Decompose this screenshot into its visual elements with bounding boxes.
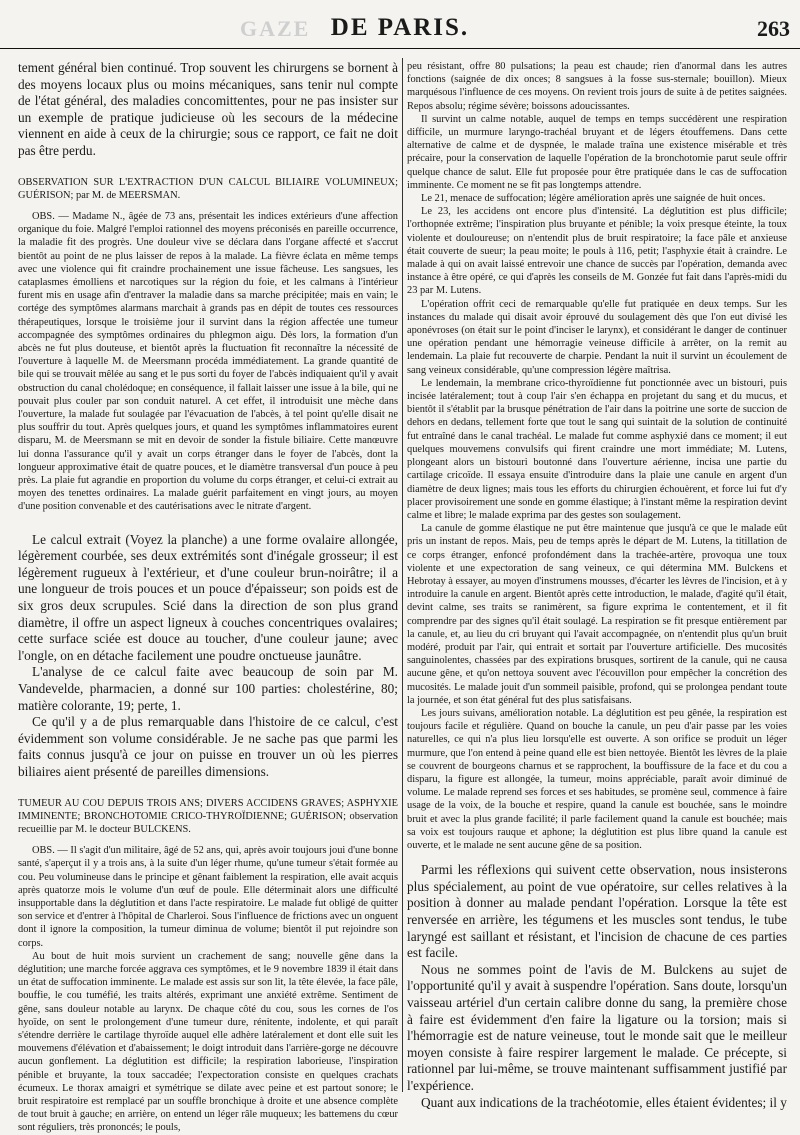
right-paragraph-2: Il survint un calme notable, auquel de temps en temps succédèrent une respiration difficile, un murmure laryngo-trachéal bruyant et de légers étouffemens. Dans cette alternative de calme et de dyspnée, le malade traîna une existence misérable et très précaire, pour la conservation de laquelle l'opération de la bronchotomie parut seule offrir quelque chance de salut. Elle fut proposée pour être pratiquée dans le cas de suffocation imminente. Ce moment ne se fit pas longtemps attendre. bbox=[407, 113, 787, 191]
right-paragraph-6: Le lendemain, la membrane crico-thyroïdienne fut ponctionnée avec un bistouri, puis incisée latéralement; tout à coup l'air s'en échappa en projetant du sang et du mucus, et bientôt il s'établit par la brusque pénétration de l'air dans la poitrine une sorte de succion de dehors en dedans, tellement forte que tout le sang qui suintait de la solution de continuité fut entraîné dans le canal trachéal. Le malade fut comme asphyxié dans ce moment; il eut quelques mouvemens convulsifs qui firent craindre une mort immédiate; M. Lutens, plongeant alors un bistouri boutonné dans l'ouverture aérienne, incisa une partie du cartilage cricoïde. Il essaya ensuite d'introduire dans la plaie une canule en argent d'un diamètre de deux lignes; mais tous les efforts du chirurgien échouèrent, et force lui fut d'y placer provisoirement une sonde en gomme élastique; à l'instant même la respiration devint calme et libre; le malade exprima par des gestes son soulagement. bbox=[407, 377, 787, 521]
right-paragraph-5: L'opération offrit ceci de remarquable qu'elle fut pratiquée en deux temps. Sur les instances du malade qui disait avoir éprouvé du soulagement dès que l'on eut divisé les aponévroses (on était sur le point d'inciser le larynx), et considérant le danger de continuer une opération pendant une hémorragie veineuse difficile à arrêter, on la remit au lendemain. La plaie fut recouverte de charpie. Pendant la nuit il survint un écoulement de sang veineux considérable, qu'une compression légère maîtrisa. bbox=[407, 298, 787, 376]
right-paragraph-1: peu résistant, offre 80 pulsations; la peau est chaude; rien d'anormal dans les autres fonctions (saignée de dix onces; 8 sangsues à la fosse sus-sternale; bouillon). Mieux marquésous l'influence de ces moyens. On revient trois jours de suite à de petites saignées. Repos absolu; régime sévère; boissons adoucissantes. bbox=[407, 61, 787, 112]
right-paragraph-4: Le 23, les accidens ont encore plus d'intensité. La déglutition est plus difficile; l'orthopnée extrême; l'inspiration plus bruyante et pénible; la voix presque éteinte, la toux violente et douloureuse; on n'entendit plus de bruit respiratoire; la face pâle et anxieuse était couverte de sueur; la peau moite; le pouls à 116, petit; l'asphyxie était à craindre. Le malade à qui on avait laissé entrevoir une chance de succès par l'opération, demanda avec instance à être opéré, ce qui d'après les conseils de M. Gonzée fut fait dans l'après-midi du 23 par M. Lutens. bbox=[407, 206, 787, 297]
calcul-paragraph: Le calcul extrait (Voyez la planche) a une forme ovalaire allongée, légèrement courbée, ses deux extrémités sont d'inégale grosseur; il est légèrement rugueux à l'extérieur, et d'une couleur brun-noirâtre; il a une longueur de trois pouces et un pouce d'épaisseur; son poids est de six gros deux scrupules. Scié dans la direction de son plus grand diamètre, il offre un aspect ligneux à couches concentriques ovalaires; cette surface sciée est douce au toucher, d'une couleur jaune; avec l'ongle, on en détache facilement une poudre onctueuse jaunâtre. bbox=[18, 531, 398, 663]
page-number: 263 bbox=[757, 16, 790, 41]
observation-heading-2: TUMEUR AU COU DEPUIS TROIS ANS; DIVERS ACCIDENS GRAVES; ASPHYXIE IMMINENTE; BRONCHOTOMIE CRICO-THYROÏDIENNE; GUÉRISON; observation recueillie par M. le docteur BULCKENS. bbox=[18, 797, 398, 835]
page-title: DE PARIS. bbox=[330, 14, 470, 41]
intro-paragraph: tement général bien continué. Trop souvent les chirurgens se bornent à des moyens locaux plus ou moins mécaniques, sans tenir nul compte de l'état général, des maladies concomittentes, pour ne pas insister sur un exemple de pratique judicieuse où les secours de la médecine viennent en aide à ceux de la chirurgie; sous ce rapport, ce fait ne doit pas être perdu. bbox=[18, 60, 398, 158]
reflexions-paragraph: Parmi les réflexions qui suivent cette observation, nous insisterons plus spécialement, au point de vue opératoire, sur celles relatives à la position à donner au malade pendant l'opération. Lorsque la tête est renversée en arrière, les tégumens et les muscles sont tendus, le tube laryngé est saillant et résistant, et l'incision de chacune de ces parties est facile. bbox=[407, 862, 787, 961]
right-paragraph-7: La canule de gomme élastique ne put être maintenue que jusqu'à ce que le malade eût pris un instant de repos. Mais, peu de temps après le départ de M. Lutens, la titillation de ce corps étranger, enfoncé profondément dans la trachée-artère, provoqua une toux violente et une expectoration de sang veineux, ce qui détermina MM. Bulckens et Hebrotay à essayer, au moyen d'instrumens mousses, d'écarter les lèvres de l'incision, et à y introduire la canule en argent. Bientôt après cette introduction, le malade, d'agité qu'il était, devint calme, ses traits se ranimèrent, sa figure exprima le contentement, et il fit comprendre par des signes qu'il était soulagé. La respiration se fit presque entièrement par la canule, et, au lieu du cri bruyant qui l'avait accompagnée, on n'entendit plus qu'un bruit modéré, produit par l'air, qui entrait et sortait par l'ouverture artificielle. Des mucosités sanguinolentes, chassées par des expirations brusques, sortirent de la canule, qui ne causa aucune gêne, et qu'on nettoya souvent avec l'écouvillon pour empêcher la concrétion des mucosités. Le malade jouit d'un sommeil paisible, profond, qui se prolongea pendant toute la journée, et son état général fut des plus satisfaisans. bbox=[407, 523, 788, 706]
observation-1-text: OBS. — Madame N., âgée de 73 ans, présentait les indices extérieurs d'une affection organique du foie. Malgré l'emploi rationnel des moyens préconisés en pareille occurrence, la maladie fit des progrès. Une douleur vive se déclara dans l'organe affecté et s'accrut bientôt au point de ne plus laisser de repos à la malade. La fièvre éclata en même temps avec une violence qui fit craindre prochainement une issue fâcheuse. Les sangsues, les cataplasmes émolliens et narcotiques sur la région du foie, et les calmans à l'intérieur furent mis en usage afin d'entraver la maladie dans sa marche précipitée; mais en vain; le cortége des symptômes alarmans marchait à grands pas en dépit de toutes ces ressources thérapeutiques, lorsque le troisième jour il survint dans la région affectée une tumeur accompagnée des symptômes ordinaires du phlegmon aigu. Dès lors, la formation d'un abcès ne fut plus douteuse, et bientôt après la fluctuation fit reconnaître la nécessité de l'ouverture à laquelle M. de Meersmann procéda immédiatement. La grande quantité de bile qui se trouvait mêlée au sang et le pus sorti du foyer de l'abcès indiquaient qu'il y avait obstruction du canal cholédoque; en conséquence, il fallait laisser une issue à la bile, qui ne pouvait plus couler par son conduit naturel. A cet effet, il introduisit une mèche dans l'ouverture, la malade fut soulagée par l'évacuation de l'abcès, à tel point qu'elle disait ne plus souffrir du tout. Après quelques jours, et quand les symptômes inflammatoires eurent disparu, M. de Meersmann se mit en devoir de sonder la fistule biliaire. Cette manœuvre lui donna l'assurance qu'il y avait un corps étranger dans le foyer de l'abcès, dont la longueur approximative était de quatre pouces, et le diamètre transversal d'un pouce à peu près. La plaie fut agrandie en proportion du volume du corps étranger, et celui-ci extrait au moyen des tenettes ordinaires. La malade guérit parfaitement en vingt jours, au moyen d'une position convenable et des cautérisations avec le nitrate d'argent. bbox=[18, 210, 398, 513]
indications-paragraph: Quant aux indications de la trachéotomie, elles étaient évidentes; il y bbox=[421, 1094, 787, 1110]
right-paragraph-8: Les jours suivans, amélioration notable. La déglutition est peu gênée, la respiration est toujours facile et régulière. Quand on bouche la canule, un peu d'air passe par les voies naturelles, ce qui n'a plus lieu lorsqu'elle est ouverte. A son orifice se produit un léger murmure, que l'on entend à peine quand elle est bien nettoyée. Bientôt les lèvres de la plaie se couvrent de bourgeons charnus et se rapprochent, la bouffissure de la face et du cou a disparu, la figure est allongée, la tumeur, moins appréciable, paraît avoir diminué de volume. Le malade reprend ses forces et ses habitudes, se promène seul, commence à faire usage de la voix, de la bouche et respire, quand la canule est bouchée, sans le moindre bruit et avec la plus grande facilité; il parle facilement quand la canule est bouchée; mais sa voix est toujours rauque et aphone; la déglutition est plus libre quand la canule est ouverte, et le malade ne sent aucune gêne de sa position. bbox=[407, 707, 787, 851]
left-column bbox=[18, 60, 398, 1134]
observation-heading-1: OBSERVATION SUR L'EXTRACTION D'UN CALCUL BILIAIRE VOLUMINEUX; GUÉRISON; par M. de MEERSMAN. bbox=[18, 176, 398, 201]
analyse-paragraph: L'analyse de ce calcul faite avec beaucoup de soin par M. Vandevelde, pharmacien, a donné sur 100 parties: cholestérine, 80; matière colorante, 19; perte, 1. bbox=[18, 664, 398, 713]
opinion-paragraph: Nous ne sommes point de l'avis de M. Bulckens au sujet de l'opportunité qu'il y avait à suspendre l'opération. Sans doute, lorsqu'un vaisseau artériel d'un certain calibre donne du sang, la première chose à faire est évidemment d'en faire la ligature ou la torsion; mais si l'hémorragie est de nature veineuse, tout le monde sait que le meilleur moyen consiste à faire respirer largement le malade. Ce précepte, si rationnel par lui-même, se trouve maintenant suffisamment justifié par l'expérience. bbox=[407, 961, 787, 1093]
observation-2-continued: Au bout de huit mois survient un crachement de sang; nouvelle gêne dans la déglutition; une marche forcée aggrava ces symptômes, et le 9 novembre 1839 il était dans un état de suffocation imminente. Le malade est assis sur son lit, la tête élevée, la face pâle, bouffie, le cou tuméfié, les traits altérés, exprimant une anxiété extrême. Sentiment de gêne, sans douleur notable au larynx. De chaque côté du cou, sous les cornes de l'os hyoïde, on sent le prolongement d'une tumeur dure, rénitente, indolente, et qui paraît s'étendre derrière le cartilage thyroïde auquel elle adhère latéralement et dont elle suit les mouvemens d'élévation et d'abaissement; le doigt introduit dans l'arrière-gorge ne découvre aucun gonflement. La déglutition est difficile; la respiration laborieuse, l'inspiration pénible et bruyante, la toux saccadée; l'expectoration consiste en quelques crachats écumeux. Le thorax amaigri et symétrique se dilate avec peine et est partout sonore; le bruit respiratoire est remplacé par un souffle bronchique à droite et une absence complète de tout bruit à gauche; en arrière, on entend un léger râle muqueux; les battemens du cœur sont réguliers, très prononcés; le pouls, bbox=[18, 950, 398, 1134]
page-header bbox=[0, 14, 800, 49]
observation-2-text: OBS. — Il s'agit d'un militaire, âgé de 52 ans, qui, après avoir toujours joui d'une bonne santé, s'aperçut il y a trois ans, à la suite d'un léger rhume, qu'une tumeur s'était formée au cou. Peu volumineuse dans le principe et gênant faiblement la respiration, elle avait acquis après quatorze mois le volume d'un œuf de poule. Elle déterminait alors une difficulté insupportable dans la déglutition et dans l'acte respiratoire. Le malade fut obligé de quitter son service et d'entrer à l'hôpital de Charleroi. Sous l'influence de frictions avec un onguent dont il ignore la composition, la tumeur diminua de volume; bientôt il put rejoindre son corps. bbox=[18, 845, 398, 949]
right-column bbox=[407, 60, 788, 1110]
bleed-through-title: GAZE bbox=[240, 16, 311, 41]
column-divider bbox=[402, 58, 403, 1092]
remarquable-paragraph: Ce qu'il y a de plus remarquable dans l'histoire de ce calcul, c'est évidemment son volume considérable. Je ne sache pas que parmi les faits connus jusqu'à ce jour on puisse en trouver un où les pierres biliaires aient présenté de pareilles dimensions. bbox=[18, 714, 398, 779]
right-paragraph-3: Le 21, menace de suffocation; légère amélioration après une saignée de huit onces. bbox=[421, 193, 766, 205]
